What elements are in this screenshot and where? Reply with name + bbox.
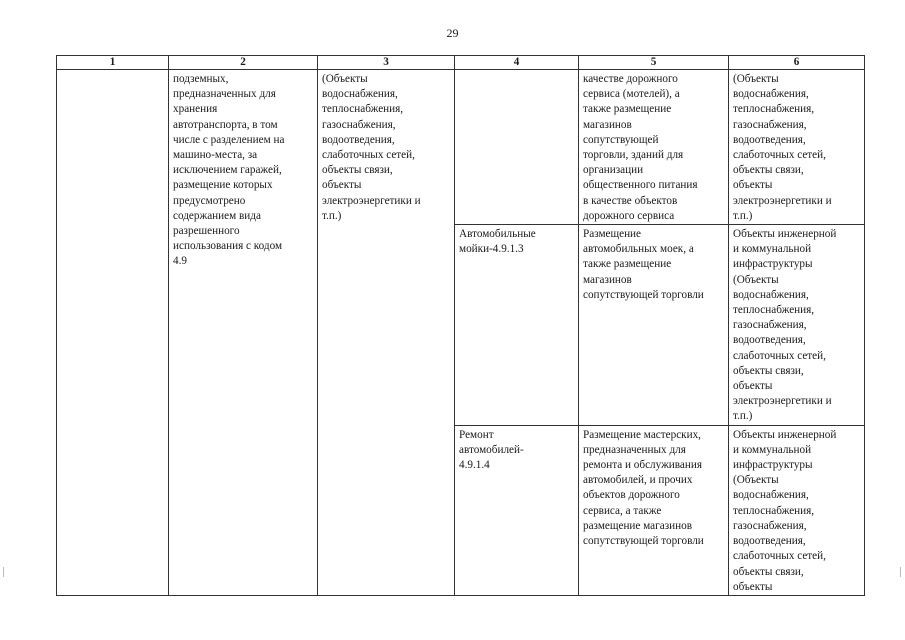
cell-text: Объекты инженерной и коммунальной инфраструктуры (Объекты водоснабжения, теплоснабжения, газоснабжения, водоотведения, слаботочных сетей, объекты связи, объекты xyxy=(733,428,837,593)
cell-col5-description xyxy=(579,70,729,225)
cell-text: (Объекты водоснабжения, теплоснабжения, газоснабжения, водоотведения, слаботочных сетей, объекты связи, объекты электроэнергетики и т.п.) xyxy=(733,73,832,222)
cell-text: Размещение автомобильных моек, а также размещение магазинов сопутствующей торговли xyxy=(583,228,704,301)
header-row xyxy=(57,56,865,70)
header-col-2: 2 xyxy=(169,56,318,70)
cell-col5-description xyxy=(579,425,729,595)
header-col-1: 1 xyxy=(57,56,169,70)
land-use-table xyxy=(56,55,865,596)
cell-text: Ремонт автомобилей- 4.9.1.4 xyxy=(459,428,524,472)
cell-col6-utilities xyxy=(729,425,865,595)
scan-margin-mark xyxy=(900,567,901,577)
cell-col3-utilities xyxy=(318,70,455,596)
header-col-3: 3 xyxy=(318,56,455,70)
header-col-4: 4 xyxy=(455,56,579,70)
scan-margin-mark xyxy=(3,567,4,577)
cell-col6-utilities xyxy=(729,225,865,426)
cell-col1 xyxy=(57,70,169,596)
cell-text: (Объекты водоснабжения, теплоснабжения, газоснабжения, водоотведения, слаботочных сетей, объекты связи, объекты электроэнергетики и т.п.) xyxy=(322,73,421,222)
cell-text: Автомобильные мойки-4.9.1.3 xyxy=(459,228,536,256)
table-row xyxy=(57,70,865,225)
cell-col4-use-type xyxy=(455,425,579,595)
cell-text: качестве дорожного сервиса (мотелей), а также размещение магазинов сопутствующей торговли, зданий для организации общественного питания в качестве объектов дорожного сервиса xyxy=(583,73,698,222)
cell-text: Объекты инженерной и коммунальной инфраструктуры (Объекты водоснабжения, теплоснабжения, газоснабжения, водоотведения, слаботочных сетей, объекты связи, объекты электроэнергетики и т.п.) xyxy=(733,228,837,423)
header-col-6: 6 xyxy=(729,56,865,70)
cell-text: Размещение мастерских, предназначенных для ремонта и обслуживания автомобилей, и прочих объектов дорожного сервиса, а также размещение магазинов сопутствующей торговли xyxy=(583,428,704,548)
cell-col5-description xyxy=(579,225,729,426)
cell-col2-allowed-use xyxy=(169,70,318,596)
cell-col4-use-type xyxy=(455,225,579,426)
page-number: 29 xyxy=(446,26,459,40)
cell-col6-utilities xyxy=(729,70,865,225)
cell-col4-use-type xyxy=(455,70,579,225)
header-col-5: 5 xyxy=(579,56,729,70)
cell-text: подземных, предназначенных для хранения автотранспорта, в том числе с разделением на машино-места, за исключением гаражей, размещение которых предусмотрено содержанием вида разрешенного использования с кодом 4.9 xyxy=(173,73,285,268)
